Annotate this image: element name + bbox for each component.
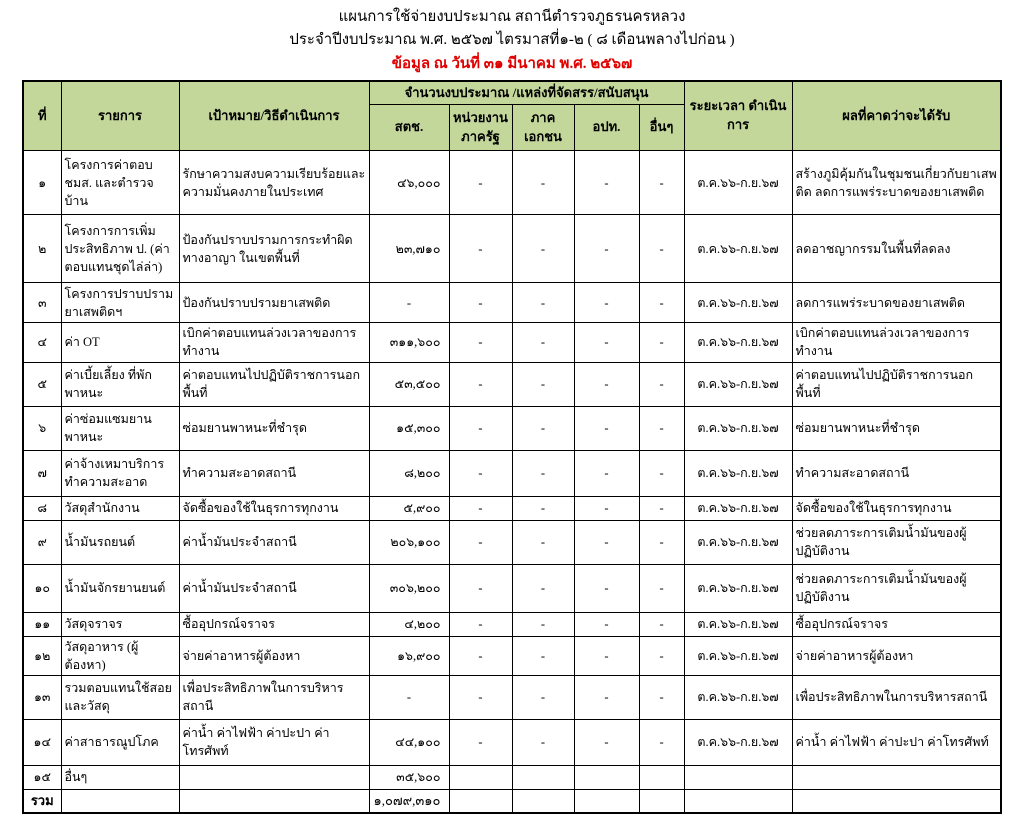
table-row	[23, 675, 1001, 719]
cell-budget-other: -	[639, 564, 684, 612]
cell-duration: ต.ค.๖๖-ก.ย.๖๗	[684, 151, 792, 215]
table-row	[23, 362, 1001, 406]
cell-result: จัดซื้อของใช้ในธุรการทุกงาน	[792, 496, 1001, 520]
cell-budget-gov-agency	[449, 765, 512, 789]
table-row	[23, 215, 1001, 283]
col-header-duration: ระยะเวลา ดำเนินการ	[684, 81, 792, 151]
table-row	[23, 450, 1001, 496]
cell-duration	[684, 765, 792, 789]
cell-row-no: ๑๒	[23, 636, 61, 675]
cell-budget-local-gov: -	[574, 450, 639, 496]
cell-item: ค่าเบี้ยเลี้ยง ที่พัก พาหนะ	[61, 362, 179, 406]
cell-budget-private: -	[512, 675, 574, 719]
cell-item: น้ำมันจักรยานยนต์	[61, 564, 179, 612]
document-subtitle: ประจำปีงบประมาณ พ.ศ. ๒๕๖๗ ไตรมาสที่๑-๒ ( ๘ เดือนพลางไปก่อน )	[289, 32, 735, 49]
cell-result: ทำความสะอาดสถานี	[792, 450, 1001, 496]
cell-row-no: ๑๓	[23, 675, 61, 719]
cell-budget-sor-tor-chor: ๑๖,๙๐๐	[369, 636, 449, 675]
cell-budget-private: -	[512, 406, 574, 450]
cell-budget-gov-agency: -	[449, 362, 512, 406]
cell-budget-gov-agency: -	[449, 151, 512, 215]
cell-row-no: ๑๕	[23, 765, 61, 789]
table-row	[23, 283, 1001, 323]
cell-budget-private: -	[512, 612, 574, 636]
cell-item: โครงการการเพิ่มประสิทธิภาพ ป. (ค่าตอบแทนชุดไล่ล่า)	[61, 215, 179, 283]
cell-budget-sor-tor-chor: ๔๖,๐๐๐	[369, 151, 449, 215]
cell-method	[179, 789, 369, 813]
table-row	[23, 406, 1001, 450]
table-row	[23, 765, 1001, 789]
cell-budget-private: -	[512, 362, 574, 406]
table-row	[23, 496, 1001, 520]
cell-budget-other: -	[639, 520, 684, 564]
cell-budget-other: -	[639, 496, 684, 520]
cell-duration: ต.ค.๖๖-ก.ย.๖๗	[684, 719, 792, 765]
cell-budget-gov-agency: -	[449, 323, 512, 362]
cell-budget-gov-agency: -	[449, 612, 512, 636]
cell-budget-private: -	[512, 283, 574, 323]
cell-item	[61, 789, 179, 813]
table-row	[23, 564, 1001, 612]
cell-budget-local-gov	[574, 789, 639, 813]
cell-item: วัสดุอาหาร (ผู้ต้องหา)	[61, 636, 179, 675]
cell-budget-other: -	[639, 151, 684, 215]
cell-method: ซ่อมยานพาหนะที่ชำรุด	[179, 406, 369, 450]
document-title-block	[22, 6, 1002, 76]
cell-row-no: ๔	[23, 323, 61, 362]
cell-budget-private: -	[512, 719, 574, 765]
cell-budget-other: -	[639, 406, 684, 450]
cell-duration: ต.ค.๖๖-ก.ย.๖๗	[684, 564, 792, 612]
cell-duration: ต.ค.๖๖-ก.ย.๖๗	[684, 520, 792, 564]
cell-budget-other: -	[639, 719, 684, 765]
cell-row-no: ๒	[23, 215, 61, 283]
cell-budget-private: -	[512, 323, 574, 362]
cell-duration: ต.ค.๖๖-ก.ย.๖๗	[684, 612, 792, 636]
cell-budget-private: -	[512, 636, 574, 675]
col-header-budget-group: จำนวนงบประมาณ /แหล่งที่จัดสรร/สนับสนุน	[369, 81, 684, 105]
cell-duration: ต.ค.๖๖-ก.ย.๖๗	[684, 362, 792, 406]
cell-budget-local-gov: -	[574, 520, 639, 564]
cell-budget-sor-tor-chor: ๘,๒๐๐	[369, 450, 449, 496]
cell-result: เพื่อประสิทธิภาพในการบริหารสถานี	[792, 675, 1001, 719]
cell-budget-private: -	[512, 151, 574, 215]
cell-result: ค่าน้ำ ค่าไฟฟ้า ค่าปะปา ค่าโทรศัพท์	[792, 719, 1001, 765]
cell-budget-gov-agency: -	[449, 636, 512, 675]
cell-result: ลดอาชญากรรมในพื้นที่ลดลง	[792, 215, 1001, 283]
cell-budget-sor-tor-chor: -	[369, 675, 449, 719]
cell-budget-gov-agency: -	[449, 283, 512, 323]
cell-budget-gov-agency: -	[449, 520, 512, 564]
cell-budget-gov-agency: -	[449, 406, 512, 450]
cell-budget-other: -	[639, 323, 684, 362]
budget-table	[22, 80, 1002, 814]
cell-duration: ต.ค.๖๖-ก.ย.๖๗	[684, 496, 792, 520]
cell-row-no: ๗	[23, 450, 61, 496]
cell-method: จ่ายค่าอาหารผู้ต้องหา	[179, 636, 369, 675]
cell-budget-private: -	[512, 496, 574, 520]
cell-item: น้ำมันรถยนต์	[61, 520, 179, 564]
total-label: รวม	[23, 789, 61, 813]
cell-budget-other: -	[639, 215, 684, 283]
cell-budget-gov-agency: -	[449, 450, 512, 496]
cell-budget-other: -	[639, 636, 684, 675]
cell-budget-local-gov	[574, 765, 639, 789]
cell-budget-sor-tor-chor: ๔๔,๑๐๐	[369, 719, 449, 765]
cell-budget-gov-agency: -	[449, 496, 512, 520]
col-header-budget-local-gov: อปท.	[574, 105, 639, 151]
cell-method: รักษาความสงบความเรียบร้อยและความมั่นคงภายในประเทศ	[179, 151, 369, 215]
table-row	[23, 520, 1001, 564]
cell-method: ค่าน้ำมันประจำสถานี	[179, 520, 369, 564]
col-header-method: เป้าหมาย/วิธีดำเนินการ	[179, 81, 369, 151]
cell-row-no: ๕	[23, 362, 61, 406]
cell-method: ป้องกันปราบปรามการกระทำผิดทางอาญา ในเขตพื้นที่	[179, 215, 369, 283]
col-header-budget-gov-agency: หน่วยงานภาครัฐ	[449, 105, 512, 151]
cell-budget-sor-tor-chor: ๑๕,๓๐๐	[369, 406, 449, 450]
cell-duration: ต.ค.๖๖-ก.ย.๖๗	[684, 675, 792, 719]
cell-budget-sor-tor-chor: ๒๓,๗๑๐	[369, 215, 449, 283]
cell-method: ค่าตอบแทนไปปฏิบัติราชการนอกพื้นที่	[179, 362, 369, 406]
cell-budget-other	[639, 765, 684, 789]
cell-budget-other: -	[639, 283, 684, 323]
col-header-item: รายการ	[61, 81, 179, 151]
cell-budget-local-gov: -	[574, 496, 639, 520]
table-header	[23, 81, 1001, 151]
cell-item: รวมตอบแทนใช้สอยและวัสดุ	[61, 675, 179, 719]
cell-budget-local-gov: -	[574, 215, 639, 283]
cell-result	[792, 789, 1001, 813]
table-body	[23, 151, 1001, 814]
cell-item: โครงการค่าตอบ ชมส. และตำรวจบ้าน	[61, 151, 179, 215]
cell-row-no: ๘	[23, 496, 61, 520]
cell-budget-other: -	[639, 612, 684, 636]
cell-row-no: ๙	[23, 520, 61, 564]
cell-result: ลดการแพร่ระบาดของยาเสพติด	[792, 283, 1001, 323]
cell-result: ค่าตอบแทนไปปฏิบัติราชการนอกพื้นที่	[792, 362, 1001, 406]
document-title: แผนการใช้จ่ายงบประมาณ สถานีตำรวจภูธรนครหลวง	[338, 9, 686, 25]
cell-method: เพื่อประสิทธิภาพในการบริหารสถานี	[179, 675, 369, 719]
cell-result: เบิกค่าตอบแทนล่วงเวลาของการทำงาน	[792, 323, 1001, 362]
cell-method: ป้องกันปราบปรามยาเสพติด	[179, 283, 369, 323]
cell-result: ช่วยลดภาระการเติมน้ำมันของผู้ปฏิบัติงาน	[792, 520, 1001, 564]
table-row	[23, 151, 1001, 215]
cell-result: ซ่อมยานพาหนะที่ชำรุด	[792, 406, 1001, 450]
cell-budget-private	[512, 789, 574, 813]
cell-duration: ต.ค.๖๖-ก.ย.๖๗	[684, 215, 792, 283]
cell-budget-local-gov: -	[574, 323, 639, 362]
cell-budget-private	[512, 765, 574, 789]
total-row	[23, 789, 1001, 813]
cell-budget-sor-tor-chor: ๕๓,๕๐๐	[369, 362, 449, 406]
cell-duration: ต.ค.๖๖-ก.ย.๖๗	[684, 406, 792, 450]
cell-method: ค่าน้ำมันประจำสถานี	[179, 564, 369, 612]
cell-item: วัสดุสำนักงาน	[61, 496, 179, 520]
cell-duration	[684, 789, 792, 813]
cell-method: ค่าน้ำ ค่าไฟฟ้า ค่าปะปา ค่าโทรศัพท์	[179, 719, 369, 765]
total-budget-sor-tor-chor: ๑,๐๗๙,๓๑๐	[369, 789, 449, 813]
cell-result: จ่ายค่าอาหารผู้ต้องหา	[792, 636, 1001, 675]
cell-budget-private: -	[512, 564, 574, 612]
cell-item: ค่าสาธารณูปโภค	[61, 719, 179, 765]
col-header-budget-private: ภาคเอกชน	[512, 105, 574, 151]
cell-method: ทำความสะอาดสถานี	[179, 450, 369, 496]
cell-row-no: ๓	[23, 283, 61, 323]
cell-duration: ต.ค.๖๖-ก.ย.๖๗	[684, 323, 792, 362]
cell-result: ซื้ออุปกรณ์จราจร	[792, 612, 1001, 636]
cell-budget-gov-agency: -	[449, 215, 512, 283]
cell-result: ช่วยลดภาระการเติมน้ำมันของผู้ปฏิบัติงาน	[792, 564, 1001, 612]
cell-row-no: ๑	[23, 151, 61, 215]
cell-duration: ต.ค.๖๖-ก.ย.๖๗	[684, 283, 792, 323]
cell-item: โครงการปราบปรามยาเสพติดฯ	[61, 283, 179, 323]
as-of-date-note: ข้อมูล ณ วันที่ ๓๑ มีนาคม พ.ศ. ๒๕๖๗	[391, 55, 633, 72]
col-header-no: ที่	[23, 81, 61, 151]
cell-budget-sor-tor-chor: ๔,๒๐๐	[369, 612, 449, 636]
cell-budget-local-gov: -	[574, 283, 639, 323]
cell-method: ซื้ออุปกรณ์จราจร	[179, 612, 369, 636]
cell-budget-sor-tor-chor: ๒๐๖,๑๐๐	[369, 520, 449, 564]
cell-budget-local-gov: -	[574, 719, 639, 765]
cell-budget-local-gov: -	[574, 362, 639, 406]
cell-result	[792, 765, 1001, 789]
cell-budget-other: -	[639, 362, 684, 406]
cell-duration: ต.ค.๖๖-ก.ย.๖๗	[684, 450, 792, 496]
cell-item: วัสดุจราจร	[61, 612, 179, 636]
cell-budget-private: -	[512, 215, 574, 283]
cell-budget-local-gov: -	[574, 151, 639, 215]
cell-budget-sor-tor-chor: ๕,๙๐๐	[369, 496, 449, 520]
cell-row-no: ๖	[23, 406, 61, 450]
cell-budget-gov-agency: -	[449, 564, 512, 612]
cell-budget-sor-tor-chor: ๓๑๑,๖๐๐	[369, 323, 449, 362]
cell-budget-gov-agency: -	[449, 719, 512, 765]
table-row	[23, 719, 1001, 765]
cell-item: ค่าซ่อมแซมยานพาหนะ	[61, 406, 179, 450]
table-row	[23, 323, 1001, 362]
cell-method: เบิกค่าตอบแทนล่วงเวลาของการทำงาน	[179, 323, 369, 362]
cell-row-no: ๑๔	[23, 719, 61, 765]
table-row	[23, 636, 1001, 675]
cell-budget-local-gov: -	[574, 564, 639, 612]
cell-item: อื่นๆ	[61, 765, 179, 789]
cell-budget-other: -	[639, 675, 684, 719]
col-header-result: ผลที่คาดว่าจะได้รับ	[792, 81, 1001, 151]
cell-budget-gov-agency: -	[449, 675, 512, 719]
cell-budget-sor-tor-chor: ๓๐๖,๒๐๐	[369, 564, 449, 612]
cell-row-no: ๑๐	[23, 564, 61, 612]
cell-budget-private: -	[512, 450, 574, 496]
cell-budget-other: -	[639, 450, 684, 496]
cell-method: จัดซื้อของใช้ในธุรการทุกงาน	[179, 496, 369, 520]
table-row	[23, 612, 1001, 636]
cell-budget-local-gov: -	[574, 612, 639, 636]
cell-item: ค่า OT	[61, 323, 179, 362]
cell-budget-local-gov: -	[574, 675, 639, 719]
cell-budget-other	[639, 789, 684, 813]
cell-budget-local-gov: -	[574, 636, 639, 675]
cell-item: ค่าจ้างเหมาบริการ ทำความสะอาด	[61, 450, 179, 496]
cell-budget-private: -	[512, 520, 574, 564]
cell-budget-sor-tor-chor: -	[369, 283, 449, 323]
cell-method	[179, 765, 369, 789]
cell-row-no: ๑๑	[23, 612, 61, 636]
col-header-budget-sor-tor-chor: สตช.	[369, 105, 449, 151]
cell-budget-local-gov: -	[574, 406, 639, 450]
cell-budget-sor-tor-chor: ๓๕,๖๐๐	[369, 765, 449, 789]
cell-budget-gov-agency	[449, 789, 512, 813]
cell-duration: ต.ค.๖๖-ก.ย.๖๗	[684, 636, 792, 675]
cell-result: สร้างภูมิคุ้มกันในชุมชนเกี่ยวกับยาเสพติด ลดการแพร่ระบาดของยาเสพติด	[792, 151, 1001, 215]
col-header-budget-other: อื่นๆ	[639, 105, 684, 151]
